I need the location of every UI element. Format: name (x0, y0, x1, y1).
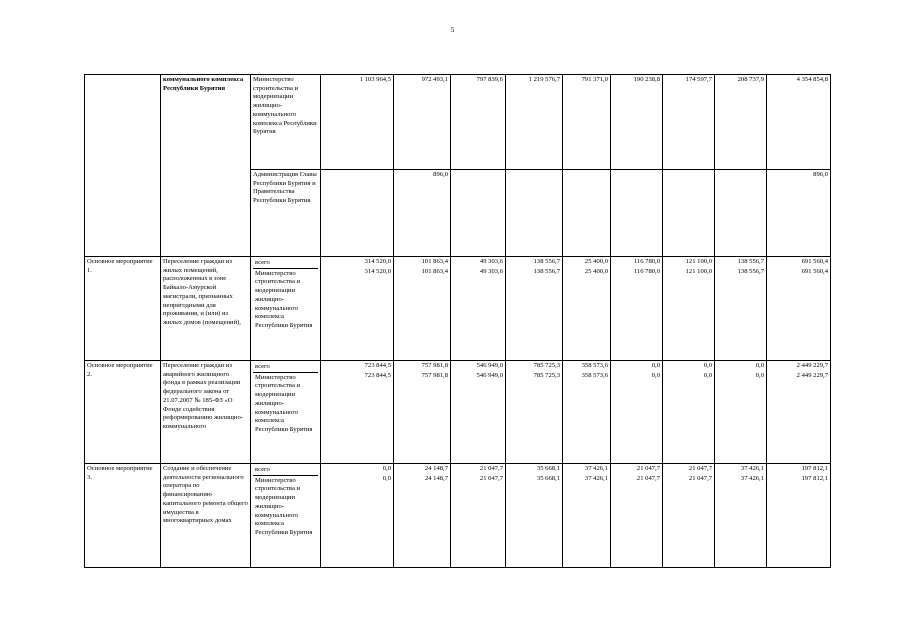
resp-value: 723 844,5 (364, 372, 391, 379)
value-cell (611, 170, 663, 257)
resp-value: 785 725,3 (533, 372, 560, 379)
value-cell: 1 103 964,5 (321, 75, 394, 170)
resp-value: 37 426,1 (740, 475, 764, 482)
total-value: 0,0 (703, 362, 712, 369)
resp-value: 0,0 (651, 372, 660, 379)
resp-value: 138 556,7 (737, 268, 764, 275)
total-label: всего (255, 363, 270, 370)
total-value: 21 047,7 (636, 465, 660, 472)
table-row-measure-2 (85, 361, 831, 464)
resp-value: 0,0 (382, 475, 391, 482)
resp-value: 358 573,6 (581, 372, 608, 379)
value-cell: 896,0 (767, 170, 831, 257)
total-value: 37 426,1 (740, 465, 764, 472)
total-value: 25 400,0 (584, 258, 608, 265)
total-value: 723 844,5 (364, 362, 391, 369)
total-value: 0,0 (755, 362, 764, 369)
program-title-cell: коммунального комплекса Республики Бурятия (161, 75, 251, 257)
page-number: 5 (450, 26, 455, 34)
measure-title-cell: Переселение граждан из жилых помещений, расположенных в зоне Байкало-Амурской магистрали, признанных непригодными для проживания, и (или) из жилых домов (помещений), (161, 257, 251, 361)
resp-value: 0,0 (703, 372, 712, 379)
total-value: 121 100,0 (685, 258, 712, 265)
responsible-cell (251, 257, 321, 361)
responsible-cell (251, 361, 321, 464)
responsible-cell: Министерство строительства и модернизации жилищно-коммунального комплекса Республики Бурятия (251, 75, 321, 170)
status-cell (85, 75, 161, 257)
resp-value: 121 100,0 (685, 268, 712, 275)
value-cell: 1 219 576,7 (506, 75, 563, 170)
total-value: 2 449 229,7 (796, 362, 828, 369)
total-value: 35 668,1 (536, 465, 560, 472)
value-cell: 4 354 854,8 (767, 75, 831, 170)
status-cell: Основное мероприятие 3. (85, 464, 161, 568)
measure-title-cell: Переселение граждан из аварийного жилищного фонда в рамках реализации федерального закона от 21.07.2007 № 185-ФЗ «О Фонде содействия реформированию жилищно-коммунального (161, 361, 251, 464)
total-value: 101 863,4 (421, 258, 448, 265)
value-cell: 972 493,1 (394, 75, 451, 170)
total-value: 546 949,0 (476, 362, 503, 369)
value-cell: 896,0 (394, 170, 451, 257)
total-value: 21 047,7 (688, 465, 712, 472)
total-value: 138 556,7 (533, 258, 560, 265)
resp-value: 21 047,7 (688, 475, 712, 482)
value-cell (321, 170, 394, 257)
value-cell (506, 170, 563, 257)
resp-value: 24 148,7 (424, 475, 448, 482)
value-cell: 174 597,7 (663, 75, 715, 170)
resp-value: 101 863,4 (421, 268, 448, 275)
responsible-name: Министерство строительства и модернизации жилищно-коммунального комплекса Республики Бурятия (253, 475, 318, 538)
resp-value: 116 780,0 (633, 268, 660, 275)
total-value: 757 981,8 (421, 362, 448, 369)
total-value: 358 573,6 (581, 362, 608, 369)
resp-value: 2 449 229,7 (796, 372, 828, 379)
resp-value: 197 812,1 (801, 475, 828, 482)
resp-value: 691 560,4 (801, 268, 828, 275)
status-cell: Основное мероприятие 1. (85, 257, 161, 361)
resp-value: 21 047,7 (636, 475, 660, 482)
total-value: 0,0 (651, 362, 660, 369)
total-value: 197 812,1 (801, 465, 828, 472)
resp-value: 314 520,0 (364, 268, 391, 275)
value-cell (563, 170, 611, 257)
value-cell: 190 238,8 (611, 75, 663, 170)
total-value: 314 520,0 (364, 258, 391, 265)
total-label: всего (255, 259, 270, 266)
total-value: 0,0 (382, 465, 391, 472)
resp-value: 35 668,1 (536, 475, 560, 482)
responsible-name: Министерство строительства и модернизации жилищно-коммунального комплекса Республики Бурятия (253, 372, 318, 435)
resp-value: 757 981,8 (421, 372, 448, 379)
total-label: всего (255, 466, 270, 473)
responsible-cell (251, 464, 321, 568)
total-value: 21 047,7 (479, 465, 503, 472)
status-cell: Основное мероприятие 2. (85, 361, 161, 464)
table-row-measure-3 (85, 464, 831, 568)
resp-value: 37 426,1 (584, 475, 608, 482)
total-value: 49 303,6 (479, 258, 503, 265)
total-value: 785 725,3 (533, 362, 560, 369)
total-value: 37 426,1 (584, 465, 608, 472)
value-cell (451, 170, 506, 257)
responsible-cell: Администрация Главы Республики Бурятия и Правительства Республики Бурятия (251, 170, 321, 257)
responsible-name: Министерство строительства и модернизации жилищно-коммунального комплекса Республики Бурятия (253, 268, 318, 331)
budget-table (84, 74, 831, 568)
table-row-program-ministry (85, 75, 831, 170)
total-value: 691 560,4 (801, 258, 828, 265)
resp-value: 0,0 (755, 372, 764, 379)
resp-value: 21 047,7 (479, 475, 503, 482)
total-value: 24 148,7 (424, 465, 448, 472)
value-cell: 797 839,6 (451, 75, 506, 170)
value-cell (715, 170, 767, 257)
value-cell (663, 170, 715, 257)
table-row-measure-1 (85, 257, 831, 361)
resp-value: 546 949,0 (476, 372, 503, 379)
total-value: 138 556,7 (737, 258, 764, 265)
value-cell: 208 737,9 (715, 75, 767, 170)
value-cell: 791 371,0 (563, 75, 611, 170)
total-value: 116 780,0 (633, 258, 660, 265)
resp-value: 25 400,0 (584, 268, 608, 275)
measure-title-cell: Создание и обеспечение деятельности регионального оператора по финансированию капитального ремонта общего имущества в многоквартирных домах (161, 464, 251, 568)
resp-value: 138 556,7 (533, 268, 560, 275)
resp-value: 49 303,6 (479, 268, 503, 275)
